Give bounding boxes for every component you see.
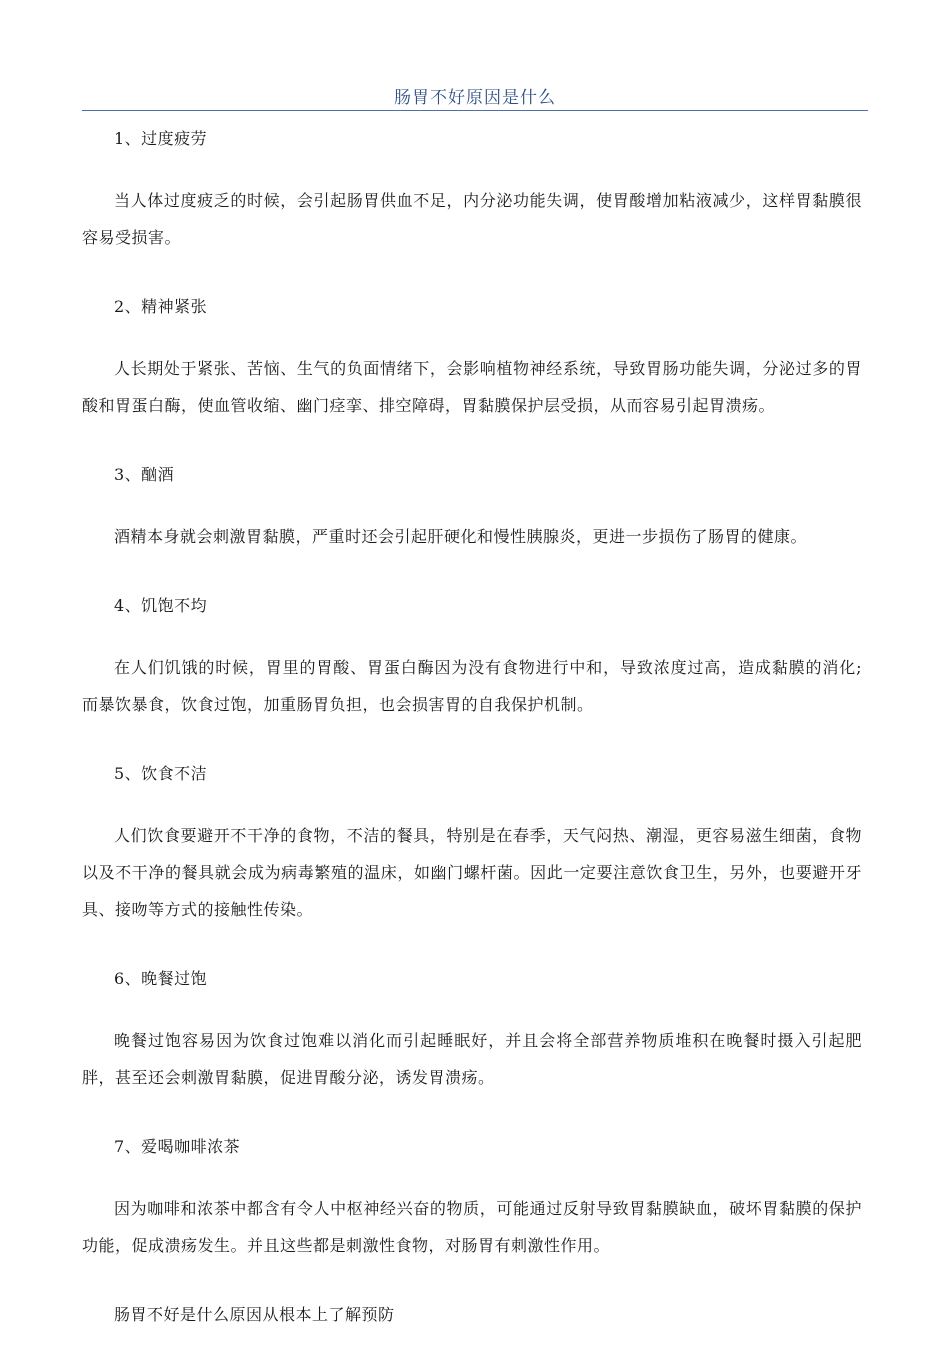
section-body-1: 当人体过度疲乏的时候，会引起肠胃供血不足，内分泌功能失调，使胃酸增加粘液减少，这样胃黏膜很容易受损害。 <box>82 191 862 247</box>
section-body-6: 晚餐过饱容易因为饮食过饱难以消化而引起睡眠好，并且会将全部营养物质堆积在晚餐时摄入引起肥胖，甚至还会刺激胃黏膜，促进胃酸分泌，诱发胃溃疡。 <box>82 1031 862 1087</box>
section-heading-3: 3、酗酒 <box>114 465 175 484</box>
section-body-7: 因为咖啡和浓茶中都含有令人中枢神经兴奋的物质，可能通过反射导致胃黏膜缺血，破坏胃黏膜的保护功能，促成溃疡发生。并且这些都是刺激性食物，对肠胃有刺激性作用。 <box>82 1199 862 1255</box>
document-body <box>82 120 862 1358</box>
section-body-2: 人长期处于紧张、苦恼、生气的负面情绪下，会影响植物神经系统，导致胃肠功能失调，分泌过多的胃酸和胃蛋白酶，使血管收缩、幽门痉挛、排空障碍，胃黏膜保护层受损，从而容易引起胃溃疡。 <box>82 359 862 415</box>
section-body-3: 酒精本身就会刺激胃黏膜，严重时还会引起肝硬化和慢性胰腺炎，更进一步损伤了肠胃的健康。 <box>114 527 808 546</box>
section-body-5: 人们饮食要避开不干净的食物，不洁的餐具，特别是在春季，天气闷热、潮湿，更容易滋生细菌，食物以及不干净的餐具就会成为病毒繁殖的温床，如幽门螺杆菌。因此一定要注意饮食卫生，另外，也要避开牙具、接吻等方式的接触性传染。 <box>82 826 862 919</box>
section-heading-1: 1、过度疲劳 <box>114 129 208 148</box>
section-body-4: 在人们饥饿的时候，胃里的胃酸、胃蛋白酶因为没有食物进行中和，导致浓度过高，造成黏膜的消化;而暴饮暴食，饮食过饱，加重肠胃负担，也会损害胃的自我保护机制。 <box>82 658 862 714</box>
section-heading-4: 4、饥饱不均 <box>114 596 208 615</box>
page-title: 肠胃不好原因是什么 <box>394 88 556 108</box>
page-header <box>82 80 868 111</box>
section-heading-7: 7、爱喝咖啡浓茶 <box>114 1137 241 1156</box>
section-heading-2: 2、精神紧张 <box>114 297 208 316</box>
section-heading-6: 6、晚餐过饱 <box>114 969 208 988</box>
section-heading-5: 5、饮食不洁 <box>114 764 208 783</box>
closing-line: 肠胃不好是什么原因从根本上了解预防 <box>114 1305 395 1324</box>
